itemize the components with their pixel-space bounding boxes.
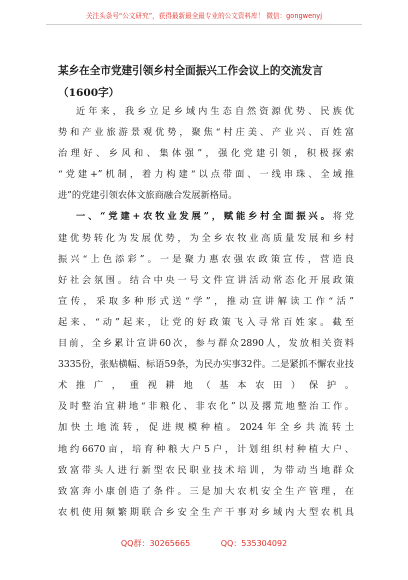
title-line-2: （1600字） [58, 87, 120, 99]
body-line: 加快土地流转，促进规模种植。2024年全乡共流转土 [58, 422, 354, 434]
footer-banner [0, 538, 408, 549]
body-line: 地约6670亩，培育种粮大户5户，计划组织村种植大户、 [58, 443, 354, 455]
body-line: 宣传，采取多种形式送“学”，推动宣讲解读工作“活” [58, 295, 354, 307]
body-line: 势和产业旅游景观优势，聚焦“村庄美、产业兴、百姓富 [58, 127, 354, 139]
document-title [58, 60, 358, 104]
title-line-1: 某乡在全市党建引领乡村全面振兴工作会议上的交流发言 [58, 65, 323, 77]
section-heading-1: 一、“党建+农牧业发展”，赋能乡村全面振兴。 [76, 211, 333, 223]
header-divider [46, 24, 362, 25]
body-line: 致富带头人进行新型农民职业技术培训，为带动当地群众 [58, 464, 354, 476]
document-body [58, 101, 354, 523]
body-line: 起来、“动”起来，让党的好政策飞入寻常百姓家。截至 [58, 316, 354, 328]
body-line: 致富奔小康创造了条件。三是加大农机安全生产管理，在 [58, 485, 354, 497]
body-line: 3335份，张贴横幅、标语59条，为民办实事32件。二是紧抓不懈农业技术推广，重视耕地（基本农田）保护。 [58, 359, 354, 392]
body-line: 农机使用频繁期联合乡安全生产干事对乡域内大型农机具 [58, 506, 354, 518]
footer-qq: QQ：535304092 [220, 539, 288, 548]
body-line [58, 206, 354, 227]
body-line-fragment: 将党 [332, 211, 354, 223]
footer-qq-group: QQ群：30265665 [120, 539, 191, 548]
body-line: 建优势转化为发展优势，为全乡农牧业高质量发展和乡村 [58, 232, 354, 244]
body-line: 近年来，我乡立足乡域内生态自然资源优势、民族优 [76, 106, 354, 117]
body-line: “党建+”机制，着力构建“以点带面、一线串珠、全域推 [58, 169, 354, 181]
header-banner: 关注头条号“公文研究”，获得最新最全最专业的公文资料库！ 微信：gongwenyj [85, 12, 323, 20]
body-line: 治理好、乡风和、集体强”，强化党建引领，积极探索 [58, 148, 354, 160]
body-line: 好社会氛围。结合中央一号文件宣讲活动常态化开展政策 [58, 274, 354, 286]
body-line: 进”的党建引领农体文旅商融合发展新格局。 [58, 190, 238, 202]
body-line: 及时整治宜耕地“非粮化、非农化”以及撂荒地整治工作。 [58, 401, 354, 413]
body-line: 目前，全乡累计宣讲60次，参与群众2890人，发放相关资料 [58, 338, 354, 350]
body-line: 振兴“上色添彩”。一是聚力惠农强农政策宣传，营造良 [58, 253, 354, 265]
